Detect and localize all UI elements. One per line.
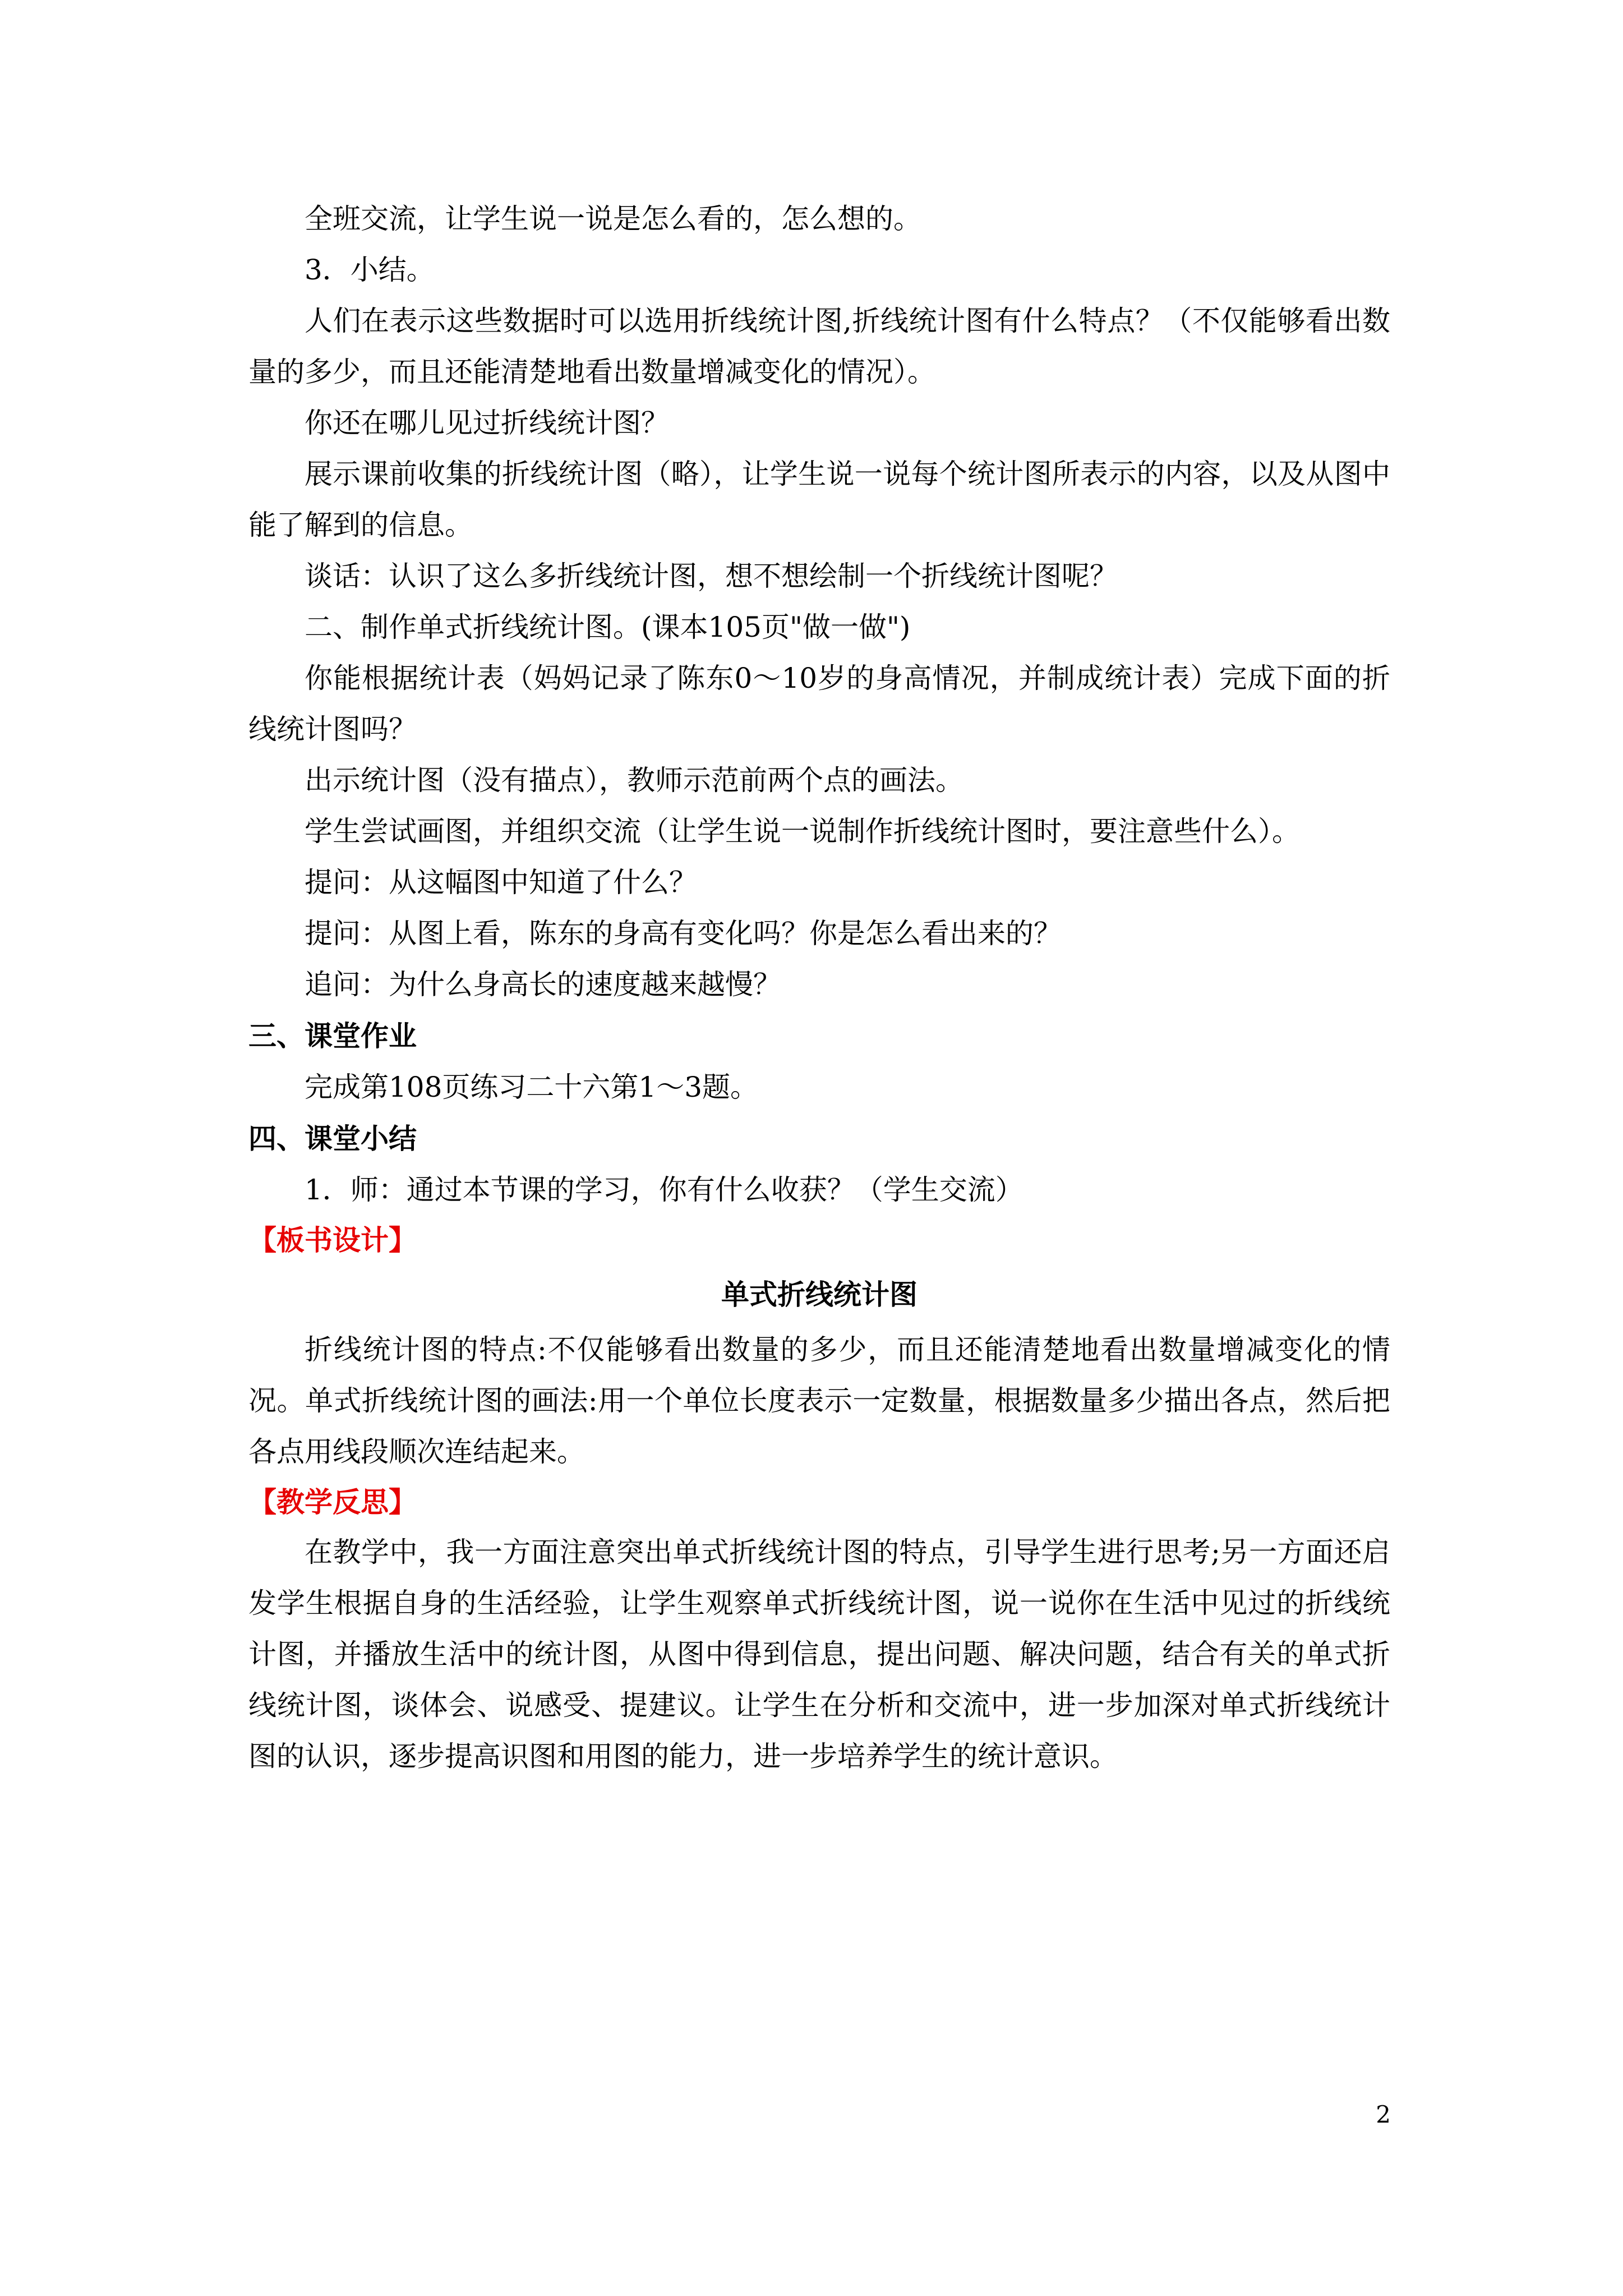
board-design-label: 【板书设计】 bbox=[248, 1224, 417, 1257]
paragraph-board-design: 折线统计图的特点:不仅能够看出数量的多少，而且还能清楚地看出数量增减变化的情况。单式折线统计图的画法:用一个单位长度表示一定数量，根据数量多少描出各点，然后把各点用线段顺次连结起来。 bbox=[248, 1333, 1390, 1468]
page-content bbox=[248, 194, 1390, 1782]
paragraph-show-chart-demo: 出示统计图（没有描点），教师示范前两个点的画法。 bbox=[305, 764, 963, 797]
board-design-title: 单式折线统计图 bbox=[721, 1278, 917, 1311]
paragraph-summary-heading: 3．小结。 bbox=[305, 254, 435, 286]
paragraph-classwork: 完成第108页练习二十六第1～3题。 bbox=[305, 1071, 759, 1103]
paragraph-class-summary: 1．师：通过本节课的学习，你有什么收获？（学生交流） bbox=[305, 1174, 1023, 1206]
teaching-reflection-label: 【教学反思】 bbox=[248, 1486, 417, 1519]
paragraph-question-change: 提问：从图上看，陈东的身高有变化吗？你是怎么看出来的？ bbox=[305, 917, 1062, 950]
paragraph-line-chart-features: 人们在表示这些数据时可以选用折线统计图,折线统计图有什么特点？（不仅能够看出数量的多少，而且还能清楚地看出数量增减变化的情况）。 bbox=[248, 305, 1390, 388]
paragraph-teaching-reflection: 在教学中，我一方面注意突出单式折线统计图的特点，引导学生进行思考;另一方面还启发学生根据自身的生活经验，让学生观察单式折线统计图，说一说你在生活中见过的折线统计图，并播放生活中的统计图，从图中得到信息，提出问题、解决问题，结合有关的单式折线统计图，谈体会、说感受、提建议。让学生在分析和交流中，进一步加深对单式折线统计图的认识，逐步提高识图和用图的能力，进一步培养学生的统计意识。 bbox=[248, 1536, 1390, 1773]
paragraph-talk: 谈话：认识了这么多折线统计图，想不想绘制一个折线统计图呢？ bbox=[305, 560, 1118, 592]
paragraph-question-know: 提问：从这幅图中知道了什么？ bbox=[305, 866, 697, 899]
paragraph-show-collected-charts: 展示课前收集的折线统计图（略），让学生说一说每个统计图所表示的内容，以及从图中能了解到的信息。 bbox=[248, 458, 1390, 541]
paragraph-class-exchange: 全班交流，让学生说一说是怎么看的，怎么想的。 bbox=[305, 203, 921, 235]
page-number: 2 bbox=[1376, 2101, 1391, 2128]
paragraph-students-try: 学生尝试画图，并组织交流（让学生说一说制作折线统计图时，要注意些什么）。 bbox=[305, 815, 1300, 848]
paragraph-complete-chart-question: 你能根据统计表（妈妈记录了陈东0～10岁的身高情况，并制成统计表）完成下面的折线统计图吗？ bbox=[248, 662, 1390, 746]
section-heading-class-summary: 四、课堂小结 bbox=[248, 1122, 417, 1155]
section-heading-classwork: 三、课堂作业 bbox=[248, 1020, 417, 1052]
paragraph-follow-up-question: 追问：为什么身高长的速度越来越慢？ bbox=[305, 968, 781, 1001]
paragraph-make-single-line-chart: 二、制作单式折线统计图。(课本105页"做一做") bbox=[305, 611, 911, 643]
paragraph-where-seen: 你还在哪儿见过折线统计图？ bbox=[305, 407, 669, 439]
